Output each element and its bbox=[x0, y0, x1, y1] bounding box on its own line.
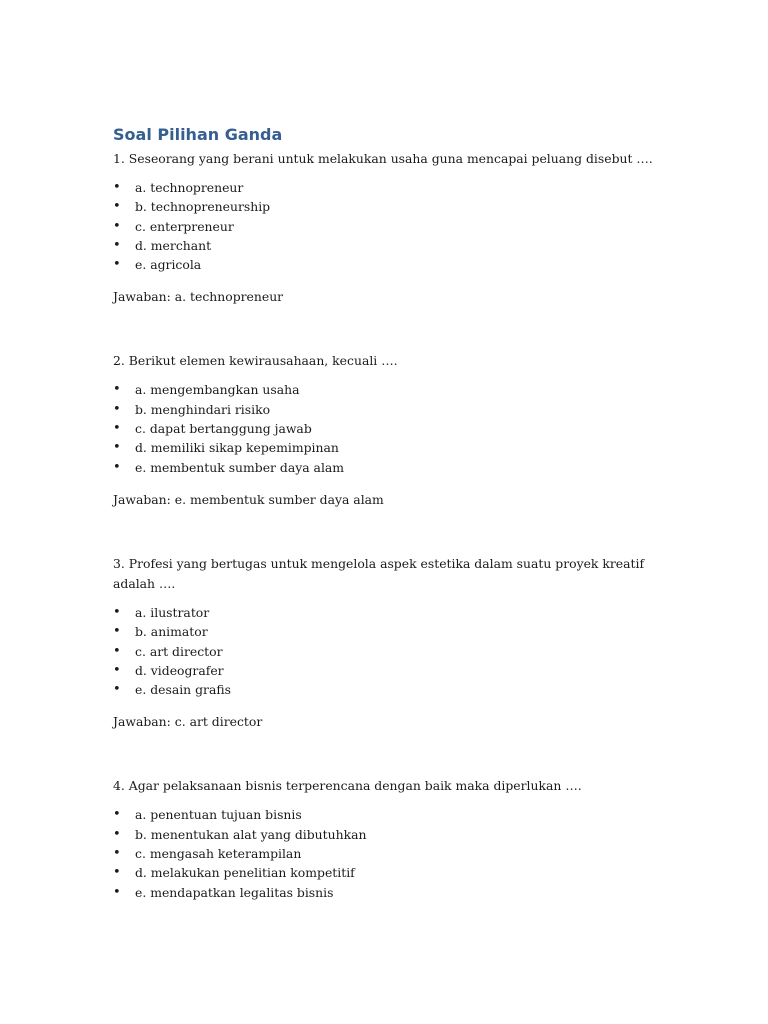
option-item bbox=[113, 419, 658, 438]
bullet-icon: • bbox=[113, 401, 121, 417]
document-page bbox=[113, 124, 658, 902]
option-label: c. mengasah keterampilan bbox=[135, 846, 302, 862]
option-label: c. art director bbox=[135, 643, 223, 659]
bullet-icon: • bbox=[113, 421, 121, 437]
option-label: e. agricola bbox=[135, 257, 202, 273]
answer-text: Jawaban: a. technopreneur bbox=[113, 289, 284, 305]
option-item bbox=[113, 438, 658, 457]
option-label: b. menghindari risiko bbox=[135, 401, 271, 417]
question-text: 4. Agar pelaksanaan bisnis terperencana dengan baik maka diperlukan …. bbox=[113, 778, 582, 794]
option-item bbox=[113, 680, 658, 699]
option-item bbox=[113, 380, 658, 399]
option-item bbox=[113, 883, 658, 902]
option-label: b. animator bbox=[135, 624, 208, 640]
bullet-icon: • bbox=[113, 662, 121, 678]
option-list bbox=[113, 178, 658, 274]
question-block-1 bbox=[113, 149, 658, 307]
option-label: a. penentuan tujuan bisnis bbox=[135, 807, 302, 823]
bullet-icon: • bbox=[113, 440, 121, 456]
answer-text: Jawaban: e. membentuk sumber daya alam bbox=[113, 491, 384, 507]
option-label: c. dapat bertanggung jawab bbox=[135, 421, 312, 437]
option-item bbox=[113, 197, 658, 216]
question-text: 3. Profesi yang bertugas untuk mengelola aspek estetika dalam suatu proyek kreatif adalah …. bbox=[113, 555, 645, 591]
option-label: e. membentuk sumber daya alam bbox=[135, 459, 345, 475]
option-item bbox=[113, 178, 658, 197]
option-label: a. ilustrator bbox=[135, 604, 210, 620]
option-item bbox=[113, 217, 658, 236]
option-item bbox=[113, 458, 658, 477]
option-label: c. enterpreneur bbox=[135, 218, 234, 234]
option-item bbox=[113, 863, 658, 882]
question-block-2 bbox=[113, 351, 658, 509]
option-label: e. desain grafis bbox=[135, 682, 231, 698]
option-label: e. mendapatkan legalitas bisnis bbox=[135, 884, 334, 900]
option-item bbox=[113, 805, 658, 824]
option-list bbox=[113, 380, 658, 476]
option-label: d. videografer bbox=[135, 662, 224, 678]
option-item bbox=[113, 236, 658, 255]
bullet-icon: • bbox=[113, 826, 121, 842]
bullet-icon: • bbox=[113, 846, 121, 862]
bullet-icon: • bbox=[113, 624, 121, 640]
bullet-icon: • bbox=[113, 257, 121, 273]
bullet-icon: • bbox=[113, 382, 121, 398]
option-item bbox=[113, 255, 658, 274]
answer-text: Jawaban: c. art director bbox=[113, 714, 263, 730]
bullet-icon: • bbox=[113, 180, 121, 195]
option-label: d. merchant bbox=[135, 237, 212, 253]
option-label: a. technopreneur bbox=[135, 180, 244, 195]
option-label: b. menentukan alat yang dibutuhkan bbox=[135, 826, 367, 842]
question-text: 1. Seseorang yang berani untuk melakukan usaha guna mencapai peluang disebut …. bbox=[113, 151, 653, 166]
bullet-icon: • bbox=[113, 643, 121, 659]
option-label: d. memiliki sikap kepemimpinan bbox=[135, 440, 339, 456]
question-block-4 bbox=[113, 776, 658, 901]
question-text: 2. Berikut elemen kewirausahaan, kecuali …. bbox=[113, 353, 398, 369]
bullet-icon: • bbox=[113, 218, 121, 234]
option-label: a. mengembangkan usaha bbox=[135, 382, 300, 398]
document-heading: Soal Pilihan Ganda bbox=[113, 125, 283, 144]
bullet-icon: • bbox=[113, 199, 121, 215]
option-item bbox=[113, 825, 658, 844]
option-item bbox=[113, 661, 658, 680]
bullet-icon: • bbox=[113, 884, 121, 900]
option-item bbox=[113, 400, 658, 419]
bullet-icon: • bbox=[113, 604, 121, 620]
option-list bbox=[113, 603, 658, 699]
bullet-icon: • bbox=[113, 807, 121, 823]
bullet-icon: • bbox=[113, 237, 121, 253]
bullet-icon: • bbox=[113, 459, 121, 475]
option-label: d. melakukan penelitian kompetitif bbox=[135, 865, 355, 881]
option-label: b. technopreneurship bbox=[135, 199, 271, 215]
option-item bbox=[113, 622, 658, 641]
option-item bbox=[113, 603, 658, 622]
option-list bbox=[113, 805, 658, 901]
option-item bbox=[113, 642, 658, 661]
option-item bbox=[113, 844, 658, 863]
bullet-icon: • bbox=[113, 682, 121, 698]
bullet-icon: • bbox=[113, 865, 121, 881]
question-block-3 bbox=[113, 554, 658, 732]
